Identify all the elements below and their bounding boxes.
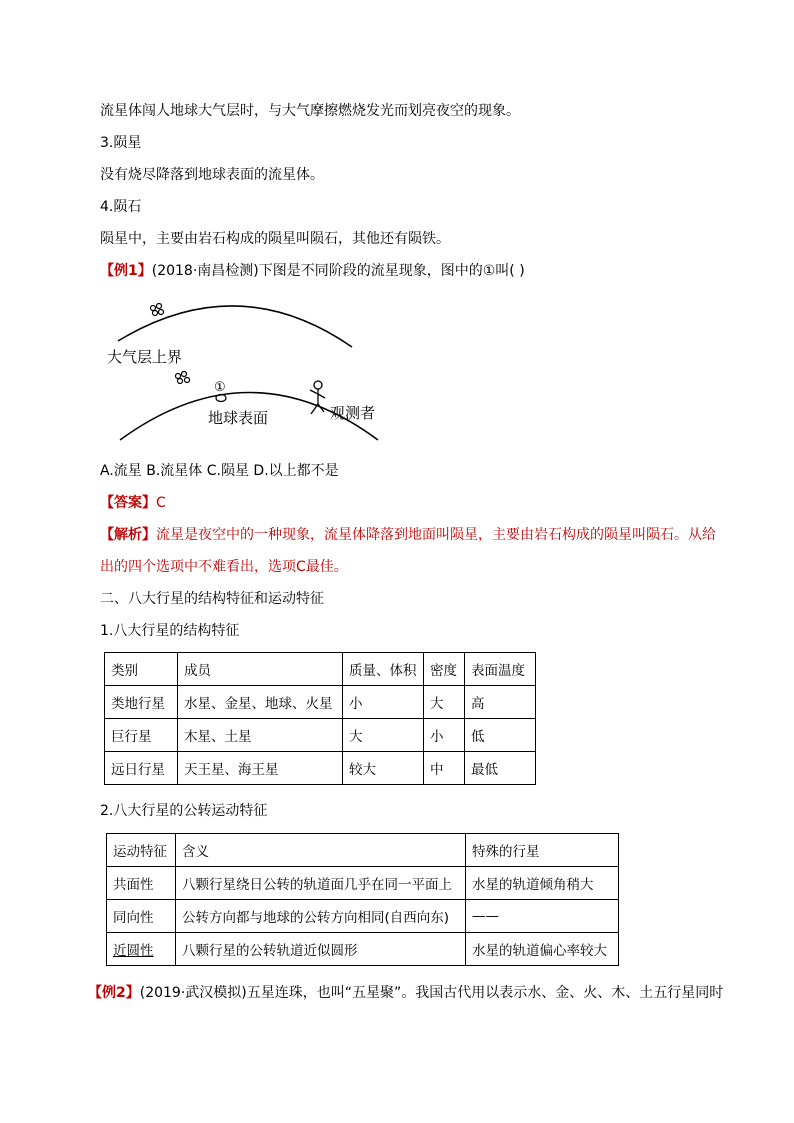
heading-meteorite: 3.陨星 xyxy=(100,135,142,151)
table-cell: 同向性 xyxy=(107,900,176,933)
table-header-cell: 质量、体积 xyxy=(343,653,424,686)
table-header-row xyxy=(107,834,619,867)
marker-label: ① xyxy=(214,380,226,395)
table-row xyxy=(107,867,619,900)
observer-person-icon xyxy=(310,381,325,414)
example1-tag: 【例1】 xyxy=(100,263,152,279)
table-row xyxy=(105,719,536,752)
table-cell: 较大 xyxy=(343,752,424,785)
table-header-cell: 表面温度 xyxy=(465,653,536,686)
example1-analysis-line2: 出的四个选项中不难看出，选项C最佳。 xyxy=(100,559,348,575)
table-cell: 水星、金星、地球、火星 xyxy=(178,686,343,719)
heading-stony-meteorite: 4.陨石 xyxy=(100,199,142,215)
table-cell: 高 xyxy=(465,686,536,719)
section2-sub1: 1.八大行星的结构特征 xyxy=(100,623,240,639)
table-cell: 共面性 xyxy=(107,867,176,900)
table-cell: 水星的轨道倾角稍大 xyxy=(466,867,619,900)
table-cell: 大 xyxy=(424,686,465,719)
table-cell: —— xyxy=(466,900,619,933)
table-cell: 木星、土星 xyxy=(178,719,343,752)
table-header-cell: 运动特征 xyxy=(107,834,176,867)
table-cell: 最低 xyxy=(465,752,536,785)
table-row xyxy=(105,686,536,719)
example2-line xyxy=(88,983,723,1003)
example2-tag: 【例2】 xyxy=(88,985,140,1001)
example1-question-text: (2018·南昌检测)下图是不同阶段的流星现象，图中的①叫( ) xyxy=(151,263,525,279)
revolution-table xyxy=(106,833,619,966)
paragraph-meteor-definition: 流星体闯人地球大气层时，与大气摩擦燃烧发光而划亮夜空的现象。 xyxy=(100,103,520,119)
table-cell: 水星的轨道偏心率较大 xyxy=(466,933,619,966)
table-cell: 天王星、海王星 xyxy=(178,752,343,785)
meteor-cluster-icon xyxy=(176,372,190,384)
answer-tag: 【答案】 xyxy=(100,495,156,511)
table-header-cell: 成员 xyxy=(178,653,343,686)
observer-label: 观测者 xyxy=(330,404,376,422)
analysis-text-1: 流星是夜空中的一种现象，流星体降落到地面叫陨星，主要由岩石构成的陨星叫陨石。从给 xyxy=(156,527,716,543)
example1-options: A.流星 B.流星体 C.陨星 D.以上都不是 xyxy=(100,463,339,479)
table-row xyxy=(107,933,619,966)
table-cell: 大 xyxy=(343,719,424,752)
paragraph-stony-meteorite-definition: 陨星中，主要由岩石构成的陨星叫陨石，其他还有陨铁。 xyxy=(100,231,450,247)
table-cell: 公转方向都与地球的公转方向相同(自西向东) xyxy=(176,900,466,933)
analysis-tag: 【解析】 xyxy=(100,527,156,543)
answer-value: C xyxy=(156,495,166,511)
example1-answer xyxy=(100,493,166,513)
table-cell: 中 xyxy=(424,752,465,785)
table-cell: 近圆性 xyxy=(107,933,176,966)
structure-table xyxy=(104,652,536,785)
atmosphere-upper-boundary-label: 大气层上界 xyxy=(107,348,183,366)
table-cell: 八颗行星的公转轨道近似圆形 xyxy=(176,933,466,966)
table-row xyxy=(105,752,536,785)
table-cell: 巨行星 xyxy=(105,719,178,752)
paragraph-meteorite-definition: 没有烧尽降落到地球表面的流星体。 xyxy=(100,167,324,183)
section2-title: 二、八大行星的结构特征和运动特征 xyxy=(100,591,324,607)
table-header-cell: 密度 xyxy=(424,653,465,686)
table-header-cell: 类别 xyxy=(105,653,178,686)
table-header-row xyxy=(105,653,536,686)
example1-analysis-line1 xyxy=(100,525,716,545)
table-cell: 小 xyxy=(424,719,465,752)
table-cell: 远日行星 xyxy=(105,752,178,785)
earth-surface-label: 地球表面 xyxy=(208,409,269,427)
table-header-cell: 特殊的行星 xyxy=(466,834,619,867)
meteoroid-cluster-icon xyxy=(151,304,164,316)
table-row xyxy=(107,900,619,933)
table-cell: 类地行星 xyxy=(105,686,178,719)
table-cell: 小 xyxy=(343,686,424,719)
table-cell: 低 xyxy=(465,719,536,752)
example2-text: (2019·武汉模拟)五星连珠，也叫“五星聚”。我国古代用以表示水、金、火、木、土五行星同时 xyxy=(139,985,724,1001)
table-header-cell: 含义 xyxy=(176,834,466,867)
section2-sub2: 2.八大行星的公转运动特征 xyxy=(100,803,268,819)
table-cell: 八颗行星绕日公转的轨道面几乎在同一平面上 xyxy=(176,867,466,900)
